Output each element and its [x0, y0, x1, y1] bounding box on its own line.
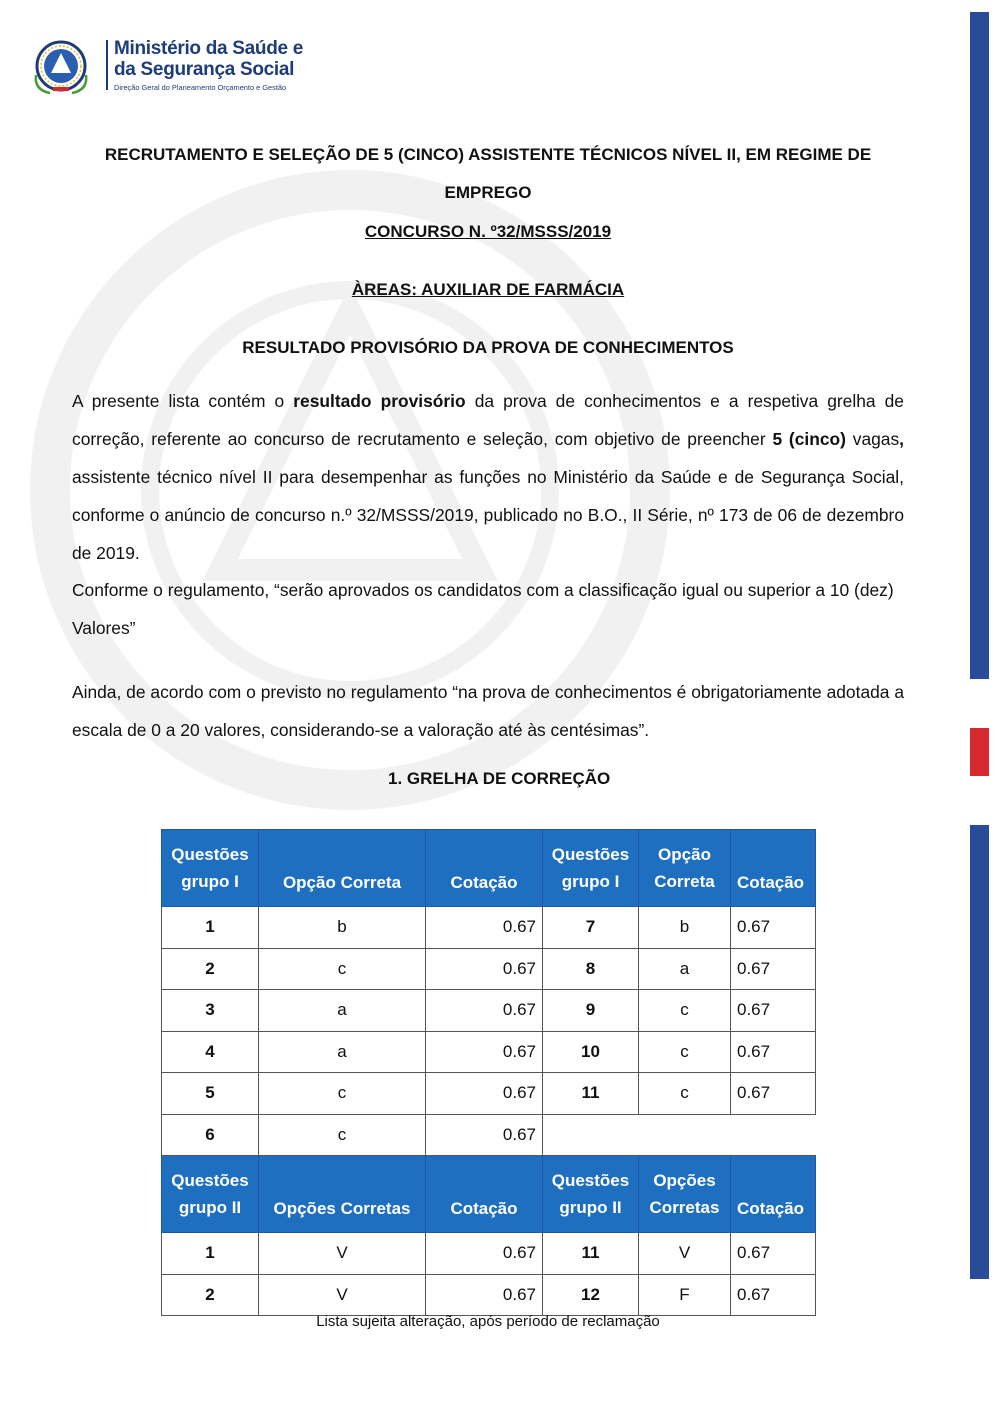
concurso-title: CONCURSO N. º32/MSSS/2019	[364, 222, 612, 241]
regulation-paragraph: Conforme o regulamento, “serão aprovados os candidatos com a classificação igual ou superior a 10 (dez) Valores”	[72, 580, 894, 638]
result-title: RESULTADO PROVISÓRIO DA PROVA DE CONHECIMENTOS	[242, 338, 734, 357]
coat-of-arms-icon	[30, 35, 92, 97]
table-header-group2	[162, 1156, 816, 1233]
table-header-group1	[162, 830, 816, 907]
empty-cell	[543, 1114, 816, 1156]
header-cell: Cotação	[426, 830, 543, 907]
table-row: 2 c 0.67 8 a 0.67	[162, 948, 816, 990]
header-cell: Cotação	[731, 1156, 816, 1233]
table-row: 1 V 0.67 11 V 0.67	[162, 1233, 816, 1275]
table-row: 1 b 0.67 7 b 0.67	[162, 907, 816, 949]
scale-paragraph: Ainda, de acordo com o previsto no regulamento “na prova de conhecimentos é obrigatoriamente adotada a escala de 0 a 20 valores, considerando-se a valoração até às centésimas”.	[72, 682, 904, 740]
header-cell: Opções Corretas	[639, 1156, 731, 1233]
side-bar-red	[970, 728, 989, 776]
header-cell: Cotação	[426, 1156, 543, 1233]
correction-grid-table	[161, 829, 816, 1316]
title-line1: RECRUTAMENTO E SELEÇÃO DE 5 (CINCO) ASSISTENTE TÉCNICOS NÍVEL II, EM REGIME DE	[104, 145, 872, 164]
table-row: 2 V 0.67 12 F 0.67	[162, 1274, 816, 1316]
footer-note: Lista sujeita alteração, após período de reclamação	[316, 1313, 660, 1330]
vacancies-emphasis: 5 (cinco)	[772, 429, 846, 449]
side-bar-blue-bottom	[970, 825, 989, 1279]
ministry-logo	[22, 30, 304, 100]
table-row: 6 c 0.67	[162, 1114, 816, 1156]
header-cell: Opções Corretas	[259, 1156, 426, 1233]
table-row: 3 a 0.67 9 c 0.67	[162, 990, 816, 1032]
header-cell: Questões grupo I	[162, 830, 259, 907]
grid-title: 1. GRELHA DE CORREÇÃO	[388, 769, 611, 788]
side-bar-blue-top	[970, 12, 989, 679]
areas-title: ÀREAS: AUXILIAR DE FARMÁCIA	[351, 280, 625, 299]
logo-title-line1: Ministério da Saúde e	[114, 38, 304, 59]
table-row: 4 a 0.67 10 c 0.67	[162, 1031, 816, 1073]
logo-subtitle: Direção Geral do Planeamento Orçamento e Gestão	[114, 83, 287, 92]
provisional-result-emphasis: resultado provisório	[293, 391, 466, 411]
header-cell: Cotação	[731, 830, 816, 907]
logo-separator	[106, 40, 108, 90]
table-row: 5 c 0.67 11 c 0.67	[162, 1073, 816, 1115]
logo-title-line2: da Segurança Social	[114, 59, 295, 80]
header-cell: Questões grupo II	[162, 1156, 259, 1233]
header-cell: Opção Correta	[259, 830, 426, 907]
intro-paragraph: A presente lista contém o resultado provisório da prova de conhecimentos e a respetiva grelha de correção, referente ao concurso de recrutamento e seleção, com objetivo de preencher 5 (cinco) vagas, assistente técnico nível II para desempenhar as funções no Ministério da Saúde e de Segurança Social, conforme o anúncio de concurso n.º 32/MSSS/2019, publicado no B.O., II Série, nº 173 de 06 de dezembro de 2019.	[72, 391, 904, 563]
header-cell: Opção Correta	[639, 830, 731, 907]
header-cell: Questões grupo II	[543, 1156, 639, 1233]
title-line2: EMPREGO	[444, 183, 532, 202]
header-cell: Questões grupo I	[543, 830, 639, 907]
